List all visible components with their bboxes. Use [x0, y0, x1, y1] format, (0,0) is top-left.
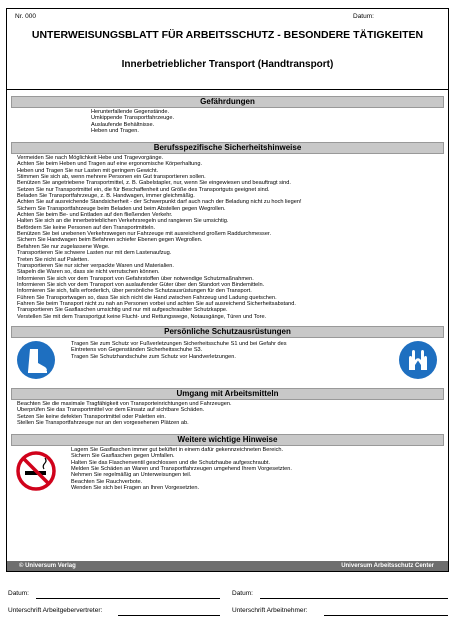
- psa-list: [71, 341, 440, 360]
- section-heading-gefaehrdungen: Gefährdungen: [11, 96, 444, 108]
- list-item: Sichern Sie Gasflaschen gegen Umfallen.: [71, 453, 175, 460]
- list-item: Setzen Sie keine defekten Transportmittel oder Paletten ein.: [17, 413, 166, 420]
- list-item: Wenden Sie sich bei Fragen an Ihren Vorgesetzten.: [71, 485, 200, 492]
- list-item: Stapeln die Waren so, dass sie nicht verrutschen können.: [17, 269, 160, 276]
- employee-signature-label: Unterschrift Arbeitnehmer:: [232, 607, 308, 614]
- list-item: Informieren Sie sich vor dem Transport von Gefahrstoffen über notwendige Schutzmaßnahmen.: [17, 275, 254, 282]
- umgang-list: [17, 401, 440, 426]
- sicherheitshinweise-list: [17, 155, 440, 320]
- list-item: Lagern Sie Gasflaschen immer gut belüftet in einem dafür gekennzeichneten Bereich.: [71, 447, 284, 453]
- section-heading-weitere: Weitere wichtige Hinweise: [11, 434, 444, 446]
- list-item: Heben und Tragen Sie nur Lasten mit geringem Gewicht.: [17, 167, 159, 174]
- signature-date-label-left: Datum:: [8, 590, 29, 597]
- list-item: Transportieren Sie nur sicher verpackte Waren und Materialien.: [17, 262, 174, 269]
- list-item: Sichern Sie Transportfahrzeuge beim Beladen und beim Abstellen gegen Wegrollen.: [17, 205, 226, 212]
- list-item: Beachten Sie Rauchverbote.: [71, 478, 143, 485]
- list-item: Transportieren Sie schwere Lasten nur mit dem Lastenaufzug.: [17, 250, 172, 257]
- footer-publisher: © Universum Verlag: [19, 563, 76, 569]
- list-item: Eintretens von Gegenständen Sicherheitsschuhe S3.: [71, 347, 203, 354]
- instruction-sheet: [6, 8, 449, 572]
- list-item: Treten Sie nicht auf Paletten.: [17, 256, 89, 263]
- list-item: Stellen Sie Transportfahrzeuge nur an den vorgesehenen Plätzen ab.: [17, 420, 189, 427]
- sheet-number: Nr. 000: [15, 13, 36, 20]
- no-smoking-icon: [15, 450, 57, 492]
- list-item: Transportieren Sie Gasflaschen umsichtig und nur mit aufgeschraubter Schutzkappe.: [17, 307, 228, 314]
- list-item: Sichern Sie Handwagen beim Befahren schiefer Ebenen gegen Wegrollen.: [17, 237, 203, 244]
- sheet-subtitle: Innerbetrieblicher Transport (Handtransport): [121, 59, 334, 70]
- list-item: Heben und Tragen.: [91, 128, 139, 135]
- list-item: Beladen Sie Transportfahrzeuge, z. B. Handwagen, immer gleichmäßig.: [17, 193, 195, 200]
- list-item: Achten Sie auf ausreichende Standsicherheit - der Schwerpunkt darf auch nach der Beladung nicht zu hoch liegen!: [17, 199, 302, 206]
- list-item: Umkippende Transportfahrzeuge.: [91, 115, 175, 122]
- list-item: Benützen Sie angetriebene Transportmittel, z. B. Gabelstapler, nur, wenn Sie eingewiesen und beauftragt sind.: [17, 180, 291, 187]
- list-item: Nehmen Sie regelmäßig an Unterweisungen teil.: [71, 472, 192, 479]
- list-item: Stimmen Sie sich ab, wenn mehrere Personen ein Gut transportieren sollen.: [17, 174, 206, 181]
- list-item: Herunterfallende Gegenstände.: [91, 109, 170, 115]
- list-item: Vermeiden Sie nach Möglichkeit Hebe und Tragevorgänge.: [17, 155, 164, 161]
- list-item: Informieren Sie sich vor dem Transport von auslaufender Güter über den Standort von Bindemitteln.: [17, 281, 265, 288]
- section-heading-umgang: Umgang mit Arbeitsmitteln: [11, 388, 444, 400]
- list-item: Führen Sie Transportwagen so, dass Sie sich nicht die Hand zwischen Fahrzeug und Ladung quetschen.: [17, 294, 277, 301]
- list-item: Setzen Sie nur Transportmittel ein, die für Beschaffenheit und Größe des Transportguts geeignet sind.: [17, 186, 270, 193]
- list-item: Halten Sie sich an die innerbetrieblichen Verkehrsregeln und rangieren Sie umsichtig.: [17, 218, 229, 225]
- footer-center: Universum Arbeitsschutz Center: [341, 563, 434, 569]
- employer-signature-label: Unterschrift Arbeitgebervertreter:: [8, 607, 103, 614]
- safety-boot-icon: [15, 339, 57, 381]
- sheet-header: [7, 9, 448, 90]
- date-line-left[interactable]: [36, 598, 220, 599]
- section-heading-psa: Persönliche Schutzausrüstungen: [11, 326, 444, 338]
- footer-bar: [7, 561, 448, 571]
- header-date-label: Datum:: [353, 13, 374, 20]
- list-item: Fahren Sie beim Transport nicht zu nah an Personen vorbei und achten Sie auf ausreichend Sicherheitsabstand.: [17, 300, 296, 307]
- gefaehrdungen-list: [91, 109, 440, 134]
- list-item: Tragen Sie zum Schutz vor Fußverletzungen Sicherheitsschuhe S1 und bei Gefahr des: [71, 341, 287, 347]
- list-item: Befördern Sie keine Personen auf den Transportmitteln.: [17, 224, 156, 231]
- list-item: Melden Sie Schäden an Waren und Transportfahrzeugen umgehend Ihrem Vorgesetzten.: [71, 466, 292, 473]
- list-item: Achten Sie beim Heben und Tragen auf eine ergonomische Körperhaltung.: [17, 161, 203, 168]
- list-item: Auslaufende Behältnisse.: [91, 121, 155, 128]
- list-item: Befahren Sie nur zugelassene Wege.: [17, 243, 110, 250]
- date-line-right[interactable]: [260, 598, 448, 599]
- list-item: Beachten Sie die maximale Tragfähigkeit von Transporteinrichtungen und Fahrzeugen.: [17, 401, 232, 407]
- list-item: Tragen Sie Schutzhandschuhe zum Schutz vor Handverletzungen.: [71, 353, 236, 360]
- weitere-list: [71, 447, 440, 491]
- sheet-title: UNTERWEISUNGSBLATT FÜR ARBEITSSCHUTZ - BESONDERE TÄTIGKEITEN: [31, 29, 424, 41]
- list-item: Verstellen Sie mit dem Transportgut keine Flucht- und Rettungswege, Notausgänge, Türen und Tore.: [17, 313, 267, 320]
- list-item: Informieren Sie sich, falls erforderlich, über persönliche Schutzausrüstungen für den Transport.: [17, 288, 252, 295]
- gloves-icon: [397, 339, 439, 381]
- list-item: Überprüfen Sie das Transportmittel vor dem Einsatz auf sichtbare Schäden.: [17, 407, 205, 414]
- employer-signature-line[interactable]: [118, 615, 220, 616]
- list-item: Achten Sie beim Be- und Entladen auf den fließenden Verkehr.: [17, 212, 173, 219]
- list-item: Benützen Sie bei unebenen Verkehrswegen nur Fahrzeuge mit ausreichend großem Raddurchmesser.: [17, 231, 272, 238]
- employee-signature-line[interactable]: [324, 615, 448, 616]
- signature-date-label-right: Datum:: [232, 590, 253, 597]
- section-heading-sicherheitshinweise: Berufsspezifische Sicherheitshinweise: [11, 142, 444, 154]
- list-item: Halten Sie das Flaschenventil geschlossen und die Schutzhaube aufgeschraubt.: [71, 459, 271, 466]
